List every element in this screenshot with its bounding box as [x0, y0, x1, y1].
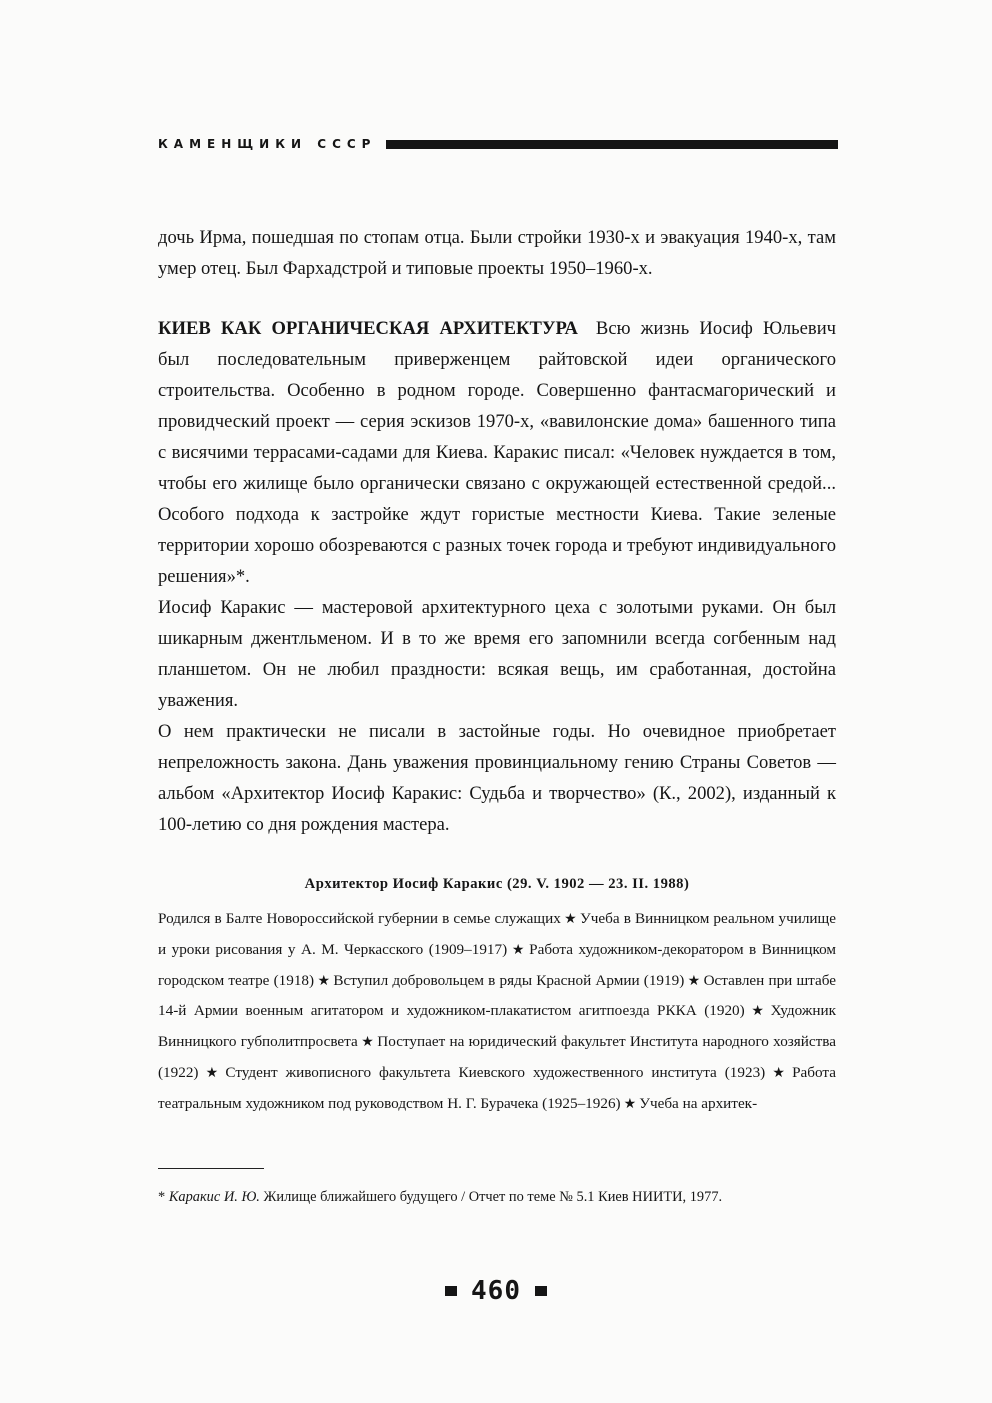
bio-text	[158, 904, 836, 1120]
bio-item: Поступает на юридический факультет Института народного хозяйства (1922)	[158, 1033, 836, 1081]
footnote	[158, 1186, 836, 1208]
section-paragraph-3: О нем практически не писали в застойные годы. Но очевидное приобретает непреложность закона. Дань уважения провинциальному гению Страны Советов — альбом «Архитектор Иосиф Каракис: Судьба и творчество» (К., 2002), изданный к 100-летию со дня рождения мастера.	[158, 721, 836, 835]
bio-item: Художник Винницкого губполитпросвета	[158, 1002, 836, 1051]
bio-item: Оставлен при штабе 14-й Армии военным агитатором и художником-плакатистом агитпоезда РККА (1920)	[158, 971, 837, 1020]
star-icon: ★	[510, 941, 527, 958]
running-header	[158, 136, 838, 152]
star-icon: ★	[201, 1064, 223, 1081]
section-title: КИЕВ КАК ОРГАНИЧЕСКАЯ АРХИТЕКТУРА	[158, 318, 578, 339]
bio-item: Работа театральным художником под руководством Н. Г. Бурачека (1925–1926)	[158, 1063, 836, 1112]
bio-title: Архитектор Иосиф Каракис (29. V. 1902 — 23. II. 1988)	[304, 876, 690, 892]
header-title: КАМЕНЩИКИ СССР	[158, 137, 377, 151]
page-number-block	[420, 1276, 572, 1306]
star-icon: ★	[687, 972, 701, 989]
star-icon: ★	[360, 1034, 375, 1051]
section-lead-text: Всю жизнь Иосиф Юльевич был последовательным приверженцем райтовской идеи органического строительства. Особенно в родном городе. Совершенно фантасмагорический и провидческий проект — серия эскизов 1970-х, «вавилонские дома» башенного типа с висячими террасами-садами для Киева. Каракис писал: «Человек нуждается в том, чтобы его жилище было органически связано с окружающей естественной средой... Особого подхода к застройке ждут гористые местности Киева. Такие зеленые территории хорошо обозреваются с разных точек города и требуют индивидуального решения»*.	[158, 318, 836, 587]
page-number: 460	[471, 1276, 521, 1306]
footnote-author: Каракис И. Ю.	[168, 1189, 260, 1205]
section-body	[158, 313, 836, 840]
paragraph-continuation: дочь Ирма, пошедшая по стопам отца. Были стройки 1930-х и эвакуация 1940-х, там умер отец. Был Фархадстрой и типовые проекты 1950–1960-х.	[158, 227, 836, 279]
star-icon: ★	[563, 911, 578, 927]
star-icon: ★	[317, 972, 331, 989]
star-icon: ★	[747, 1003, 768, 1020]
section-lead-paragraph	[158, 313, 836, 592]
footnote-marker: *	[158, 1189, 166, 1205]
bio-item: Родился в Балте Новороссийской губернии в семье служащих	[158, 910, 561, 927]
section-paragraph-2: Иосиф Каракис — мастеровой архитектурного цеха с золотыми руками. Он был шикарным джентльменом. И в то же время его запомнили всегда согбенным над планшетом. Он не любил праздности: всякая вещь, им сработанная, достойна уважения.	[158, 597, 836, 711]
page-number-right-mark	[535, 1286, 547, 1296]
bio-item: Студент живописного факультета Киевского художественного института (1923)	[225, 1063, 766, 1081]
page-number-left-mark	[445, 1286, 457, 1296]
bio-item: Учеба в Винницком реальном училище и уроки рисования у А. М. Черкасского (1909–1917)	[158, 910, 836, 958]
header-rule	[386, 140, 838, 149]
star-icon: ★	[623, 1095, 637, 1112]
bio-item: Вступил добровольцем в ряды Красной Армии (1919)	[333, 971, 685, 989]
footnote-text: Жилище ближайшего будущего / Отчет по теме № 5.1 Киев НИИТИ, 1977.	[263, 1189, 723, 1205]
bio-item: Работа художником-декоратором в Винницком городском театре (1918)	[158, 940, 836, 989]
star-icon: ★	[768, 1064, 790, 1081]
footnote-rule	[158, 1168, 264, 1169]
bio-item: Учеба на архитек-	[639, 1094, 758, 1112]
